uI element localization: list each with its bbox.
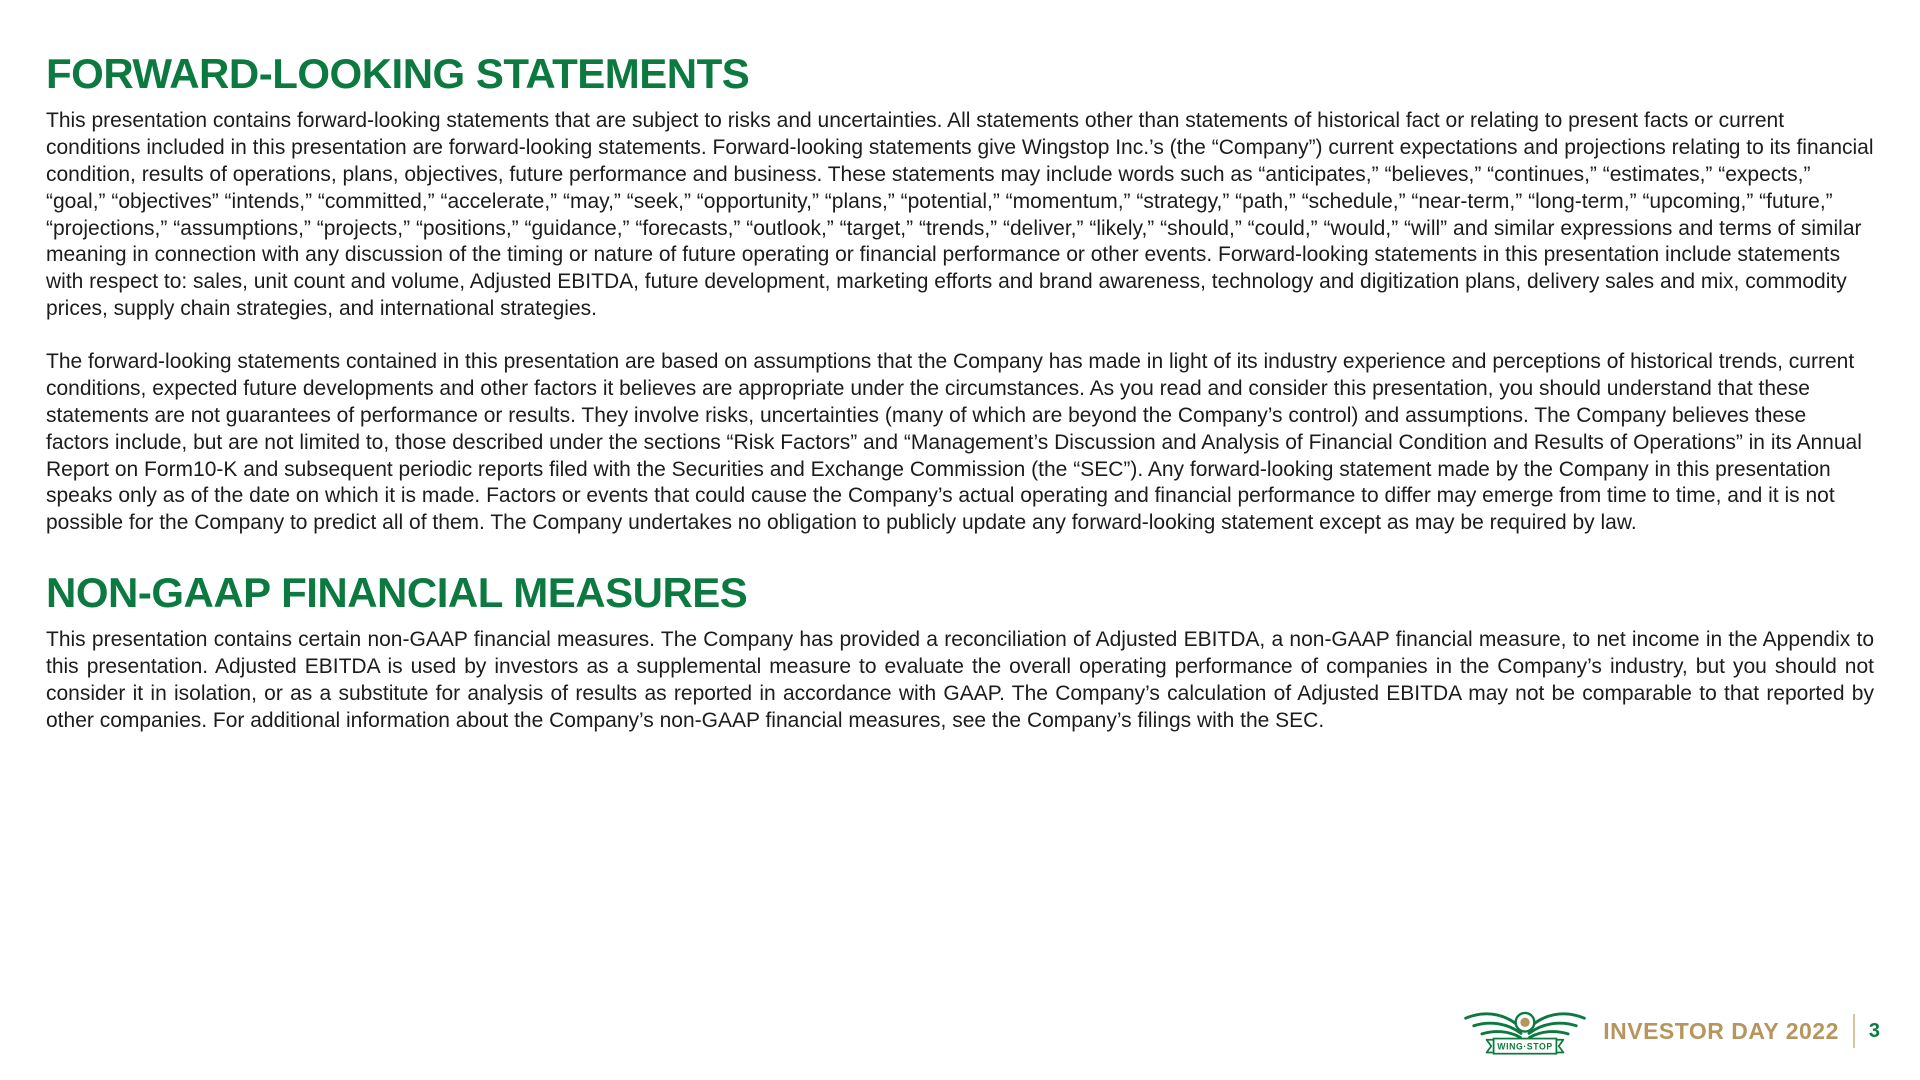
wingstop-logo: [1461, 998, 1589, 1064]
wingstop-banner-text: WING·STOP: [1497, 1041, 1553, 1052]
forward-looking-paragraph-2: The forward-looking statements contained in this presentation are based on assumptions that the Company has made in light of its industry experience and perceptions of historical trends, current conditions, expected future developments and other factors it believes are appropriate under the circumstances. As you read and consider this presentation, you should understand that these statements are not guarantees of performance or results. They involve risks, uncertainties (many of which are beyond the Company’s control) and assumptions. The Company believes these factors include, but are not limited to, those described under the sections “Risk Factors” and “Management’s Discussion and Analysis of Financial Condition and Results of Operations” in its Annual Report on Form10-K and subsequent periodic reports filed with the Securities and Exchange Commission (the “SEC”). Any forward-looking statement made by the Company in this presentation speaks only as of the date on which it is made. Factors or events that could cause the Company’s actual operating and financial performance to differ may emerge from time to time, and it is not possible for the Company to predict all of them. The Company undertakes no obligation to publicly update any forward-looking statement except as may be required by law.: [46, 350, 1862, 535]
footer-divider: [1853, 1014, 1855, 1048]
slide-footer: [1461, 998, 1880, 1064]
investor-day-label: INVESTOR DAY 2022: [1603, 1017, 1839, 1044]
forward-looking-section: [46, 52, 1874, 537]
non-gaap-paragraph-1: This presentation contains certain non-GAAP financial measures. The Company has provided a reconciliation of Adjusted EBITDA, a non-GAAP financial measure, to net income in the Appendix to this presentation. Adjusted EBITDA is used by investors as a supplemental measure to evaluate the overall operating performance of companies in the Company’s industry, but you should not consider it in isolation, or as a substitute for analysis of results as reported in accordance with GAAP. The Company’s calculation of Adjusted EBITDA may not be comparable to that reported by other companies. For additional information about the Company’s non-GAAP financial measures, see the Company’s filings with the SEC.: [46, 628, 1874, 732]
wingstop-logo-icon: [1461, 998, 1589, 1064]
non-gaap-heading: NON-GAAP FINANCIAL MEASURES: [46, 569, 748, 617]
forward-looking-heading: FORWARD-LOOKING STATEMENTS: [46, 50, 750, 97]
forward-looking-paragraph-1: This presentation contains forward-looking statements that are subject to risks and uncertainties. All statements other than statements of historical fact or relating to present facts or current conditions included in this presentation are forward-looking statements. Forward-looking statements give Wingstop Inc.’s (the “Company”) current expectations and projections relating to its financial condition, results of operations, plans, objectives, future performance and business. These statements may include words such as “anticipates,” “believes,” “continues,” “estimates,” “expects,” “goal,” “objectives” “intends,” “committed,” “accelerate,” “may,” “seek,” “opportunity,” “plans,” “potential,” “momentum,” “strategy,” “path,” “schedule,” “near-term,” “long-term,” “upcoming,” “future,” “projections,” “assumptions,” “projects,” “positions,” “guidance,” “forecasts,” “outlook,” “target,” “trends,” “deliver,” “likely,” “should,” “could,” “would,” “will” and similar expressions and terms of similar meaning in connection with any discussion of the timing or nature of future operating or financial performance or other events. Forward-looking statements in this presentation include statements with respect to: sales, unit count and volume, Adjusted EBITDA, future development, marketing efforts and brand awareness, technology and digitization plans, delivery sales and mix, commodity prices, supply chain strategies, and international strategies.: [46, 109, 1874, 321]
page-number: 3: [1868, 1019, 1880, 1042]
non-gaap-section: [46, 571, 1874, 735]
